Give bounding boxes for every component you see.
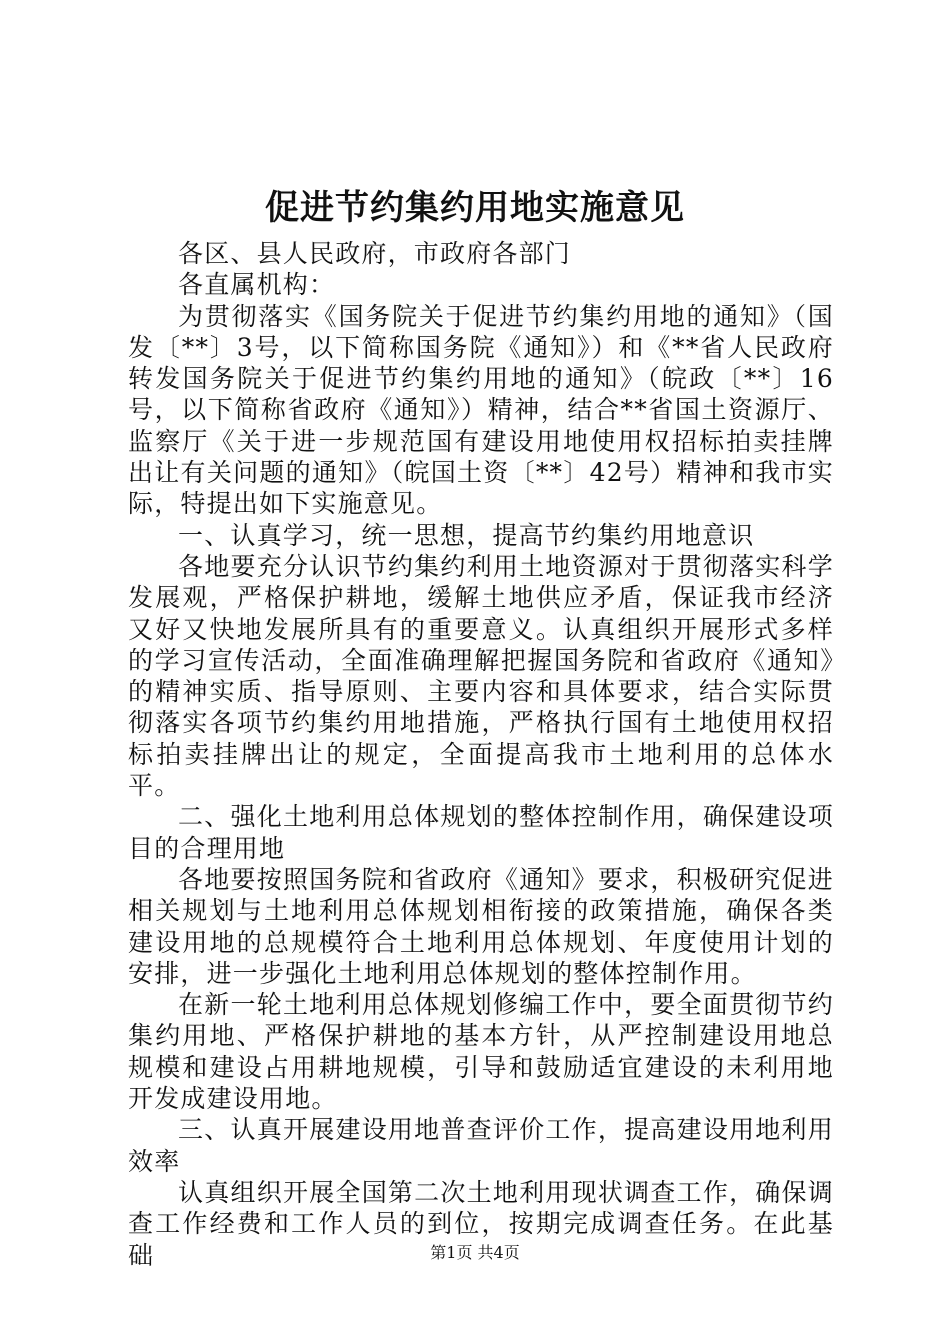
paragraph-section-3: 认真组织开展全国第二次土地利用现状调查工作，确保调查工作经费和工作人员的到位，按期完成调查任务。在此基础 bbox=[128, 1177, 834, 1270]
paragraph-section-2a: 各地要按照国务院和省政府《通知》要求，积极研究促进相关规划与土地利用总体规划相衔接的政策措施，确保各类建设用地的总规模符合土地利用总体规划、年度使用计划的安排，进一步强化土地利用总体规划的整体控制作用。 bbox=[128, 864, 834, 988]
section-heading-3: 三、认真开展建设用地普查评价工作，提高建设用地利用效率 bbox=[128, 1115, 834, 1176]
section-heading-2: 二、强化土地利用总体规划的整体控制作用，确保建设项目的合理用地 bbox=[128, 802, 834, 863]
paragraph-intro: 为贯彻落实《国务院关于促进节约集约用地的通知》（国发〔**〕3号，以下简称国务院《通知》）和《**省人民政府转发国务院关于促进节约集约用地的通知》（皖政〔**〕16号，以下简称省政府《通知》）精神，结合**省国土资源厅、监察厅《关于进一步规范国有建设用地使用权招标拍卖挂牌出让有关问题的通知》（皖国土资〔**〕42号）精神和我市实际，特提出如下实施意见。 bbox=[128, 301, 834, 519]
document-title: 促进节约集约用地实施意见 bbox=[265, 188, 685, 228]
section-heading-1: 一、认真学习，统一思想，提高节约集约用地意识 bbox=[178, 520, 755, 550]
document-body bbox=[128, 238, 834, 1271]
paragraph-addressee-1: 各区、县人民政府，市政府各部门 bbox=[178, 239, 572, 268]
paragraph-addressee-2: 各直属机构： bbox=[178, 270, 336, 300]
paragraph-section-2b: 在新一轮土地利用总体规划修编工作中，要全面贯彻节约集约用地、严格保护耕地的基本方针，从严控制建设用地总规模和建设占用耕地规模，引导和鼓励适宜建设的未利用地开发成建设用地。 bbox=[128, 990, 834, 1114]
paragraph-section-1: 各地要充分认识节约集约利用土地资源对于贯彻落实科学发展观，严格保护耕地，缓解土地供应矛盾，保证我市经济又好又快地发展所具有的重要意义。认真组织开展形式多样的学习宣传活动，全面准确理解把握国务院和省政府《通知》的精神实质、指导原则、主要内容和具体要求，结合实际贯彻落实各项节约集约用地措施，严格执行国有土地使用权招标拍卖挂牌出让的规定，全面提高我市土地利用的总体水平。 bbox=[128, 551, 834, 801]
page-indicator: 第1页 共4页 bbox=[430, 1243, 520, 1262]
